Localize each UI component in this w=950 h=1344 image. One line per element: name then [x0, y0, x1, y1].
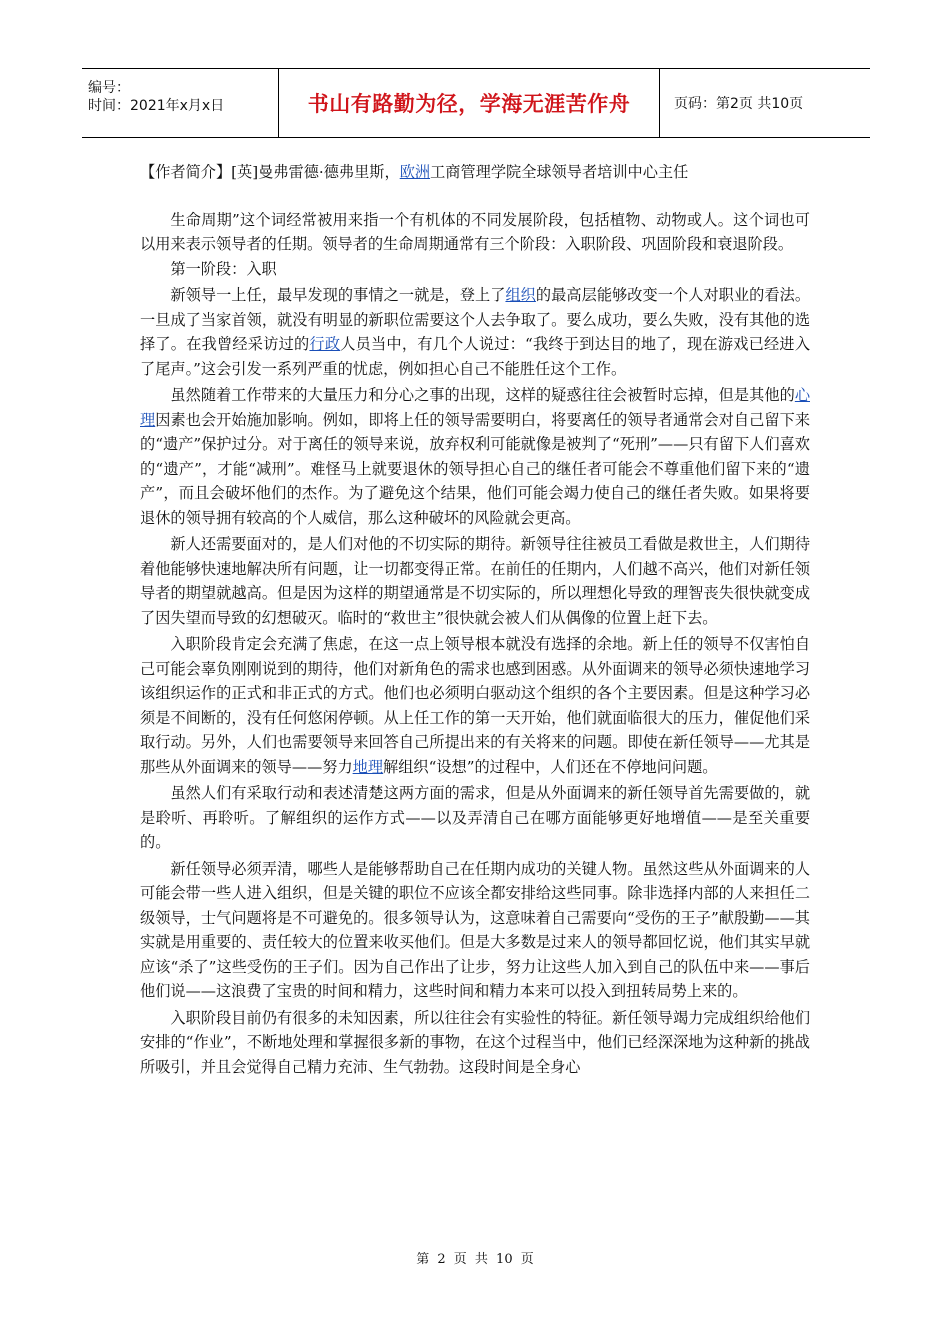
p5-text-b: 解组织“设想”的过程中，人们还在不停地问问题。 — [383, 757, 718, 776]
p3-text-a: 虽然随着工作带来的大量压力和分心之事的出现，这样的疑惑往往会被暂时忘掉，但是其他的 — [170, 386, 795, 404]
author-intro — [140, 160, 810, 185]
p5-text-a: 入职阶段肯定会充满了焦虑，在这一点上领导根本就没有选择的余地。新上任的领导不仅害怕自己可能会辜负刚刚说到的期待，他们对新角色的需求也感到困惑。从外面调来的领导必须快速地学习该组织运作的正式和非正式的方式。他们也必须明白驱动这个组织的各个主要因素。但是这种学习必须是不间断的，没有任何悠闲停顿。从上任工作的第一天开始，他们就面临很大的压力，催促他们采取行动。另外，人们也需要领导来回答自己所提出来的有关将来的问题。即使在新任领导——尤其是那些从外面调来的领导——努力 — [140, 635, 810, 776]
paragraph-2 — [140, 283, 810, 381]
document-body — [140, 160, 810, 1079]
paragraph-7: 新任领导必须弄清，哪些人是能够帮助自己在任期内成功的关键人物。虽然这些从外面调来的人可能会带一些人进入组织，但是关键的职位不应该全都安排给这些同事。除非选择内部的人来担任二级领导，士气问题将是不可避免的。很多领导认为，这意味着自己需要向“受伤的王子”献殷勤——其实就是用重要的、责任较大的位置来收买他们。但是大多数是过来人的领导都回忆说，他们其实早就应该“杀了”这些受伤的王子们。因为自己作出了让步，努力让这些人加入到自己的队伍中来——事后他们说——这浪费了宝贵的时间和精力，这些时间和精力本来可以投入到扭转局势上来的。 — [140, 859, 810, 1000]
link-geography[interactable]: 地理 — [352, 757, 383, 776]
paragraph-4: 新人还需要面对的，是人们对他的不切实际的期待。新领导往往被员工看做是救世主，人们期待着他能够快速地解决所有问题，让一切都变得正常。在前任的任期内，人们越不高兴，他们对新任领导者的期望就越高。但是因为这样的期望通常是不切实际的，所以理想化导致的理智丧失很快就变成了因失望而导致的幻想破灭。临时的“救世主”很快就会被人们从偶像的位置上赶下去。 — [140, 535, 810, 627]
p2-text-c: 人员当中，有几个人说过：“我终于到达目的地了，现在游戏已经进入了尾声。”这会引发一系列严重的忧虑，例如担心自己不能胜任这个工作。 — [140, 335, 811, 378]
paragraph-8: 入职阶段目前仍有很多的未知因素，所以往往会有实验性的特征。新任领导竭力完成组织给他们安排的“作业”，不断地处理和掌握很多新的事物，在这个过程当中，他们已经深深地为这种新的挑战所吸引，并且会觉得自己精力充沛、生气勃勃。这段时间是全身心 — [140, 1008, 810, 1076]
page-label-text: 页码：第2页 共10页 — [674, 96, 804, 112]
author-suffix: 工商管理学院全球领导者培训中心主任 — [430, 163, 689, 181]
header-table — [82, 68, 870, 138]
link-psychology[interactable]: 心理 — [140, 386, 810, 429]
link-administration[interactable]: 行政 — [309, 335, 341, 353]
header-page-label — [666, 69, 870, 137]
p3-text-b: 因素也会开始施加影响。例如，即将上任的领导需要明白，将要离任的领导者通常会对自己留下来的“遗产”保护过分。对于离任的领导来说，放弃权利可能就像是被判了“死刑”——只有留下人们喜欢的“遗产”，才能“减刑”。难怪马上就要退休的领导担心自己的继任者可能会不尊重他们留下来的“遗产”，而且会破坏他们的杰作。为了避免这个结果，他们可能会竭力使自己的继任者失败。如果将要退休的领导拥有较高的个人威信，那么这种破坏的风险就会更高。 — [140, 410, 811, 527]
paragraph-6: 虽然人们有采取行动和表述清楚这两方面的需求，但是从外面调来的新任领导首先需要做的，就是聆听、再聆听。了解组织的运作方式——以及弄清自己在哪方面能够更好地增值——是至关重要的。 — [140, 784, 810, 851]
date-label: 时间：2021年x月x日 — [88, 98, 225, 114]
link-europe[interactable]: 欧洲 — [399, 163, 431, 181]
paragraph-5 — [140, 632, 810, 779]
link-organization[interactable]: 组织 — [505, 286, 536, 304]
section-heading: 第一阶段：入职 — [170, 259, 277, 278]
page-footer: 第 2 页 共 10 页 — [416, 1252, 534, 1267]
header-info-cell — [82, 69, 279, 137]
author-prefix: 【作者简介】[英]曼弗雷德·德弗里斯， — [140, 163, 400, 181]
p2-text-b: 的最高层能够改变一个人对职业的看法。一旦成了当家首领，就没有明显的新职位需要这个人去争取了。要么成功，要么失败，没有其他的选择了。在我曾经采访过的 — [140, 286, 811, 353]
header-motto: 书山有路勤为径，学海无涯苦作舟 — [279, 69, 660, 137]
paragraph-1: 生命周期”这个词经常被用来指一个有机体的不同发展阶段，包括植物、动物或人。这个词也可以用来表示领导者的任期。领导者的生命周期通常有三个阶段：入职阶段、巩固阶段和衰退阶段。 — [140, 210, 810, 253]
paragraph-3 — [140, 383, 810, 530]
p2-text-a: 新领导一上任，最早发现的事情之一就是，登上了 — [170, 286, 506, 304]
number-label: 编号： — [88, 80, 130, 96]
